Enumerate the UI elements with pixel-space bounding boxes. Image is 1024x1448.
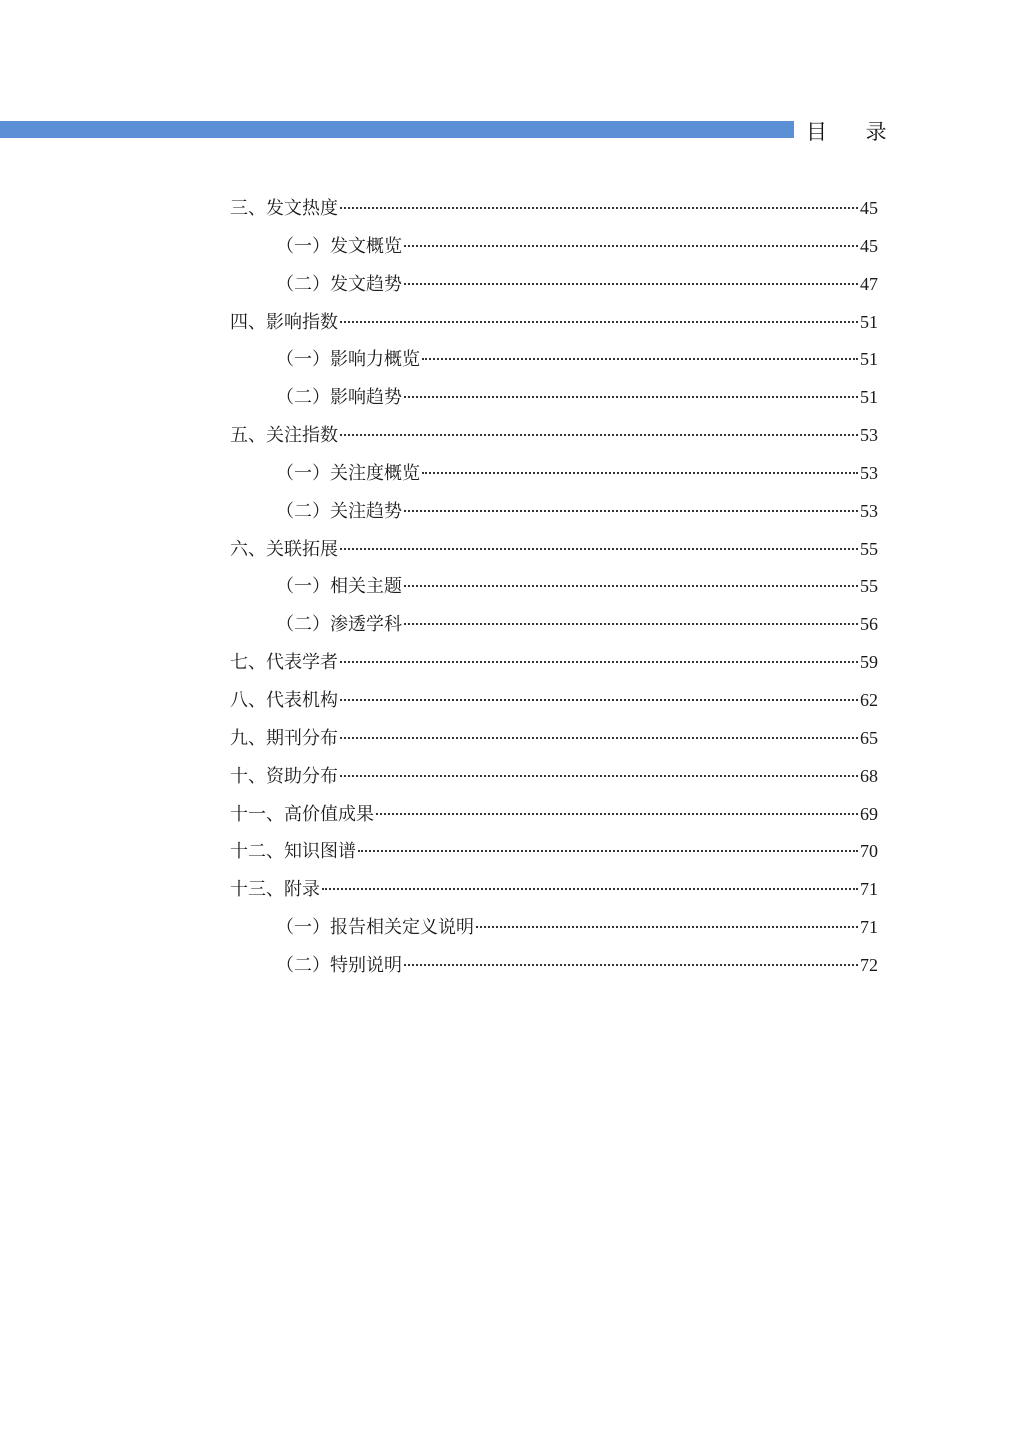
dot-leader (322, 888, 858, 890)
toc-entry-page-number: 51 (860, 311, 878, 332)
toc-entry[interactable] (230, 682, 878, 720)
toc-entry-page-number: 45 (860, 198, 878, 218)
toc-entry[interactable] (230, 947, 878, 985)
toc-entry-page-number: 59 (860, 652, 878, 673)
toc-entry-label: 七、代表学者 (230, 652, 338, 674)
table-of-contents (230, 190, 878, 985)
toc-entry-page-number: 71 (860, 879, 878, 900)
toc-entry-label: 四、影响指数 (230, 311, 338, 333)
toc-entry-label: （一）报告相关定义说明 (276, 917, 474, 939)
toc-entry-label: （一）影响力概览 (276, 349, 420, 371)
dot-leader (404, 623, 858, 625)
toc-entry-page-number: 55 (860, 538, 878, 559)
header-accent-bar (0, 121, 794, 138)
toc-entry[interactable] (230, 228, 878, 266)
toc-entry-page-number: 69 (860, 803, 878, 824)
toc-entry[interactable] (230, 833, 878, 871)
toc-entry-page-number: 47 (860, 273, 878, 294)
dot-leader (404, 585, 858, 587)
dot-leader (340, 699, 858, 701)
toc-entry-label: 九、期刊分布 (230, 727, 338, 749)
dot-leader (340, 321, 858, 323)
toc-entry-label: 十、资助分布 (230, 765, 338, 787)
dot-leader (422, 472, 858, 474)
toc-entry-page-number: 65 (860, 727, 878, 748)
toc-entry-label: 十二、知识图谱 (230, 841, 356, 863)
toc-entry[interactable] (230, 720, 878, 758)
toc-entry-label: （二）渗透学科 (276, 614, 402, 636)
toc-entry[interactable] (230, 909, 878, 947)
toc-entry-page-number: 45 (860, 235, 878, 256)
dot-leader (340, 548, 858, 550)
toc-entry-label: 十一、高价值成果 (230, 803, 374, 825)
toc-entry-label: 六、关联拓展 (230, 538, 338, 560)
dot-leader (340, 207, 858, 209)
toc-entry[interactable] (230, 568, 878, 606)
toc-entry[interactable] (230, 417, 878, 455)
toc-entry[interactable] (230, 190, 878, 228)
toc-entry[interactable] (230, 455, 878, 493)
toc-entry-page-number: 72 (860, 954, 878, 975)
toc-entry-page-number: 70 (860, 841, 878, 862)
toc-entry-page-number: 51 (860, 349, 878, 370)
dot-leader (476, 926, 858, 928)
toc-entry-label: （一）关注度概览 (276, 462, 420, 484)
toc-entry-page-number: 53 (860, 500, 878, 521)
toc-entry-label: （二）关注趋势 (276, 500, 402, 522)
dot-leader (376, 813, 858, 815)
toc-entry-label: 三、发文热度 (230, 198, 338, 219)
toc-entry[interactable] (230, 606, 878, 644)
dot-leader (340, 661, 858, 663)
toc-entry-label: （一）相关主题 (276, 576, 402, 598)
page-title: 目 录 (806, 120, 903, 144)
toc-entry[interactable] (230, 758, 878, 796)
toc-entry-label: 五、关注指数 (230, 425, 338, 447)
dot-leader (404, 396, 858, 398)
toc-entry-label: （一）发文概览 (276, 235, 402, 257)
toc-entry-label: （二）影响趋势 (276, 387, 402, 409)
toc-entry-page-number: 53 (860, 425, 878, 446)
toc-entry-page-number: 68 (860, 765, 878, 786)
toc-entry[interactable] (230, 304, 878, 342)
toc-entry-page-number: 56 (860, 614, 878, 635)
dot-leader (340, 737, 858, 739)
dot-leader (358, 850, 858, 852)
toc-entry-page-number: 51 (860, 387, 878, 408)
toc-entry[interactable] (230, 266, 878, 304)
toc-entry[interactable] (230, 493, 878, 531)
dot-leader (340, 775, 858, 777)
toc-entry-label: （二）发文趋势 (276, 273, 402, 295)
toc-entry[interactable] (230, 379, 878, 417)
dot-leader (404, 283, 858, 285)
dot-leader (404, 964, 858, 966)
toc-entry[interactable] (230, 871, 878, 909)
toc-entry-label: 八、代表机构 (230, 689, 338, 711)
dot-leader (422, 358, 858, 360)
toc-entry-page-number: 71 (860, 917, 878, 938)
dot-leader (404, 510, 858, 512)
dot-leader (340, 434, 858, 436)
toc-entry[interactable] (230, 341, 878, 379)
toc-entry[interactable] (230, 644, 878, 682)
toc-entry-label: 十三、附录 (230, 879, 320, 901)
toc-entry-page-number: 55 (860, 576, 878, 597)
toc-entry-label: （二）特别说明 (276, 954, 402, 976)
dot-leader (404, 245, 858, 247)
toc-entry[interactable] (230, 796, 878, 834)
toc-entry[interactable] (230, 531, 878, 569)
toc-entry-page-number: 62 (860, 689, 878, 710)
toc-entry-page-number: 53 (860, 462, 878, 483)
